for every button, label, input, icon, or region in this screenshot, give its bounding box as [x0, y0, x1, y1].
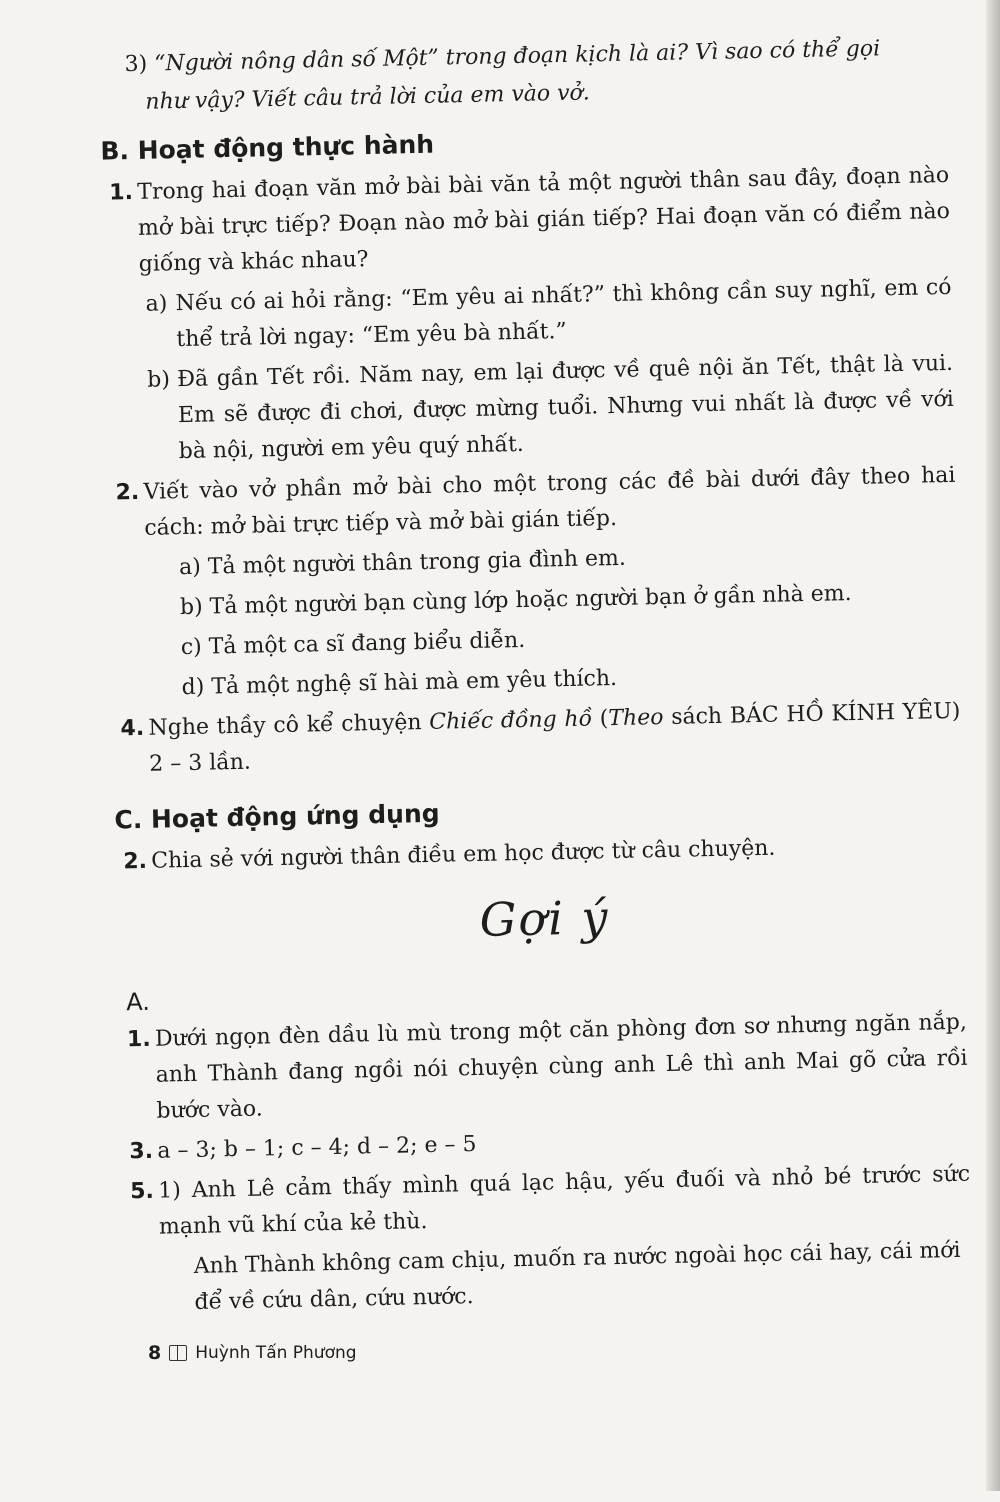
sub-text: Nếu có ai hỏi rằng: “Em yêu ai nhất?” thì không cần suy nghĩ, em có thể trả lời ngay: “Em yêu bà nhất.” [175, 274, 952, 353]
section-c-item-2 [123, 827, 964, 881]
theo-word: Theo [608, 705, 664, 732]
sub-text: Đã gần Tết rồi. Năm nay, em lại được về quê nội ăn Tết, thật là vui. Em sẽ được đi chơi, được mừng tuổi. Nhưng vui nhất là được về với bà nội, người em yêu quý nhất. [176, 350, 955, 465]
item-text: 1) Anh Lê cảm thấy mình quá lạc hậu, yếu đuối và nhỏ bé trước sức mạnh vũ khí của kẻ thù. [157, 1161, 971, 1240]
answer-5-continued: Anh Thành không cam chịu, muốn ra nước ngoài học cái hay, cái mới để về cứu dân, cứu nước. [193, 1237, 961, 1315]
sub-label: a) [145, 291, 168, 317]
section-b-item-2-d: d) Tả một nghệ sĩ hài mà em yêu thích. [181, 665, 618, 701]
item-4-post: sách BÁC HỒ KÍNH YÊU) 2 – 3 lần. [149, 698, 961, 777]
question-3 [124, 29, 947, 122]
item-4-pre: Nghe thầy cô kể chuyện [148, 709, 430, 741]
section-b-item-2-b: b) Tả một người bạn cùng lớp hoặc người bạn ở gần nhà em. [179, 581, 852, 621]
item-number: 4. [120, 715, 145, 742]
question-3-label: 3) [124, 51, 148, 78]
item-number: 2. [123, 848, 148, 875]
item-number: 5. [129, 1178, 155, 1205]
section-b-heading: B. Hoạt động thực hành [100, 129, 435, 166]
answer-5 [130, 1157, 971, 1247]
answers-label: A. [125, 987, 151, 1017]
page-number: 8 [148, 1342, 162, 1364]
sub-label: b) [146, 367, 171, 393]
item-number: 1. [109, 179, 134, 206]
story-title: Chiếc đồng hồ [429, 706, 593, 735]
item-number: 1. [126, 1026, 151, 1053]
section-b-item-1-b [147, 346, 955, 471]
section-b-item-2-a: a) Tả một người thân trong gia đình em. [178, 545, 627, 581]
section-b-item-1 [109, 158, 951, 284]
item-text: Chia sẻ với người thân điều em học được từ câu chuyện. [151, 835, 776, 874]
section-b-item-1-a [145, 270, 952, 359]
section-c-heading: C. Hoạt động ứng dụng [114, 798, 440, 835]
author-name: Huỳnh Tấn Phương [195, 1343, 357, 1363]
section-b-item-2 [115, 458, 956, 548]
item-text: Dưới ngọn đèn dầu lù mù trong một căn phòng đơn sơ nhưng ngăn nắp, anh Thành đang ngồi nói chuyện cùng anh Lê thì anh Mai gõ cửa rồi bước vào. [154, 1009, 968, 1124]
item-text: Trong hai đoạn văn mở bài bài văn tả một người thân sau đây, đoạn nào mở bài trực tiếp? Đoạn nào mở bài gián tiếp? Hai đoạn văn có điểm nào giống và khác nhau? [137, 162, 951, 277]
page-footer [148, 1342, 357, 1364]
item-number: 2. [115, 479, 140, 506]
book-icon [169, 1345, 187, 1361]
item-4-mid: ( [591, 706, 609, 732]
section-b-item-2-c: c) Tả một ca sĩ đang biểu diễn. [180, 627, 526, 661]
item-number: 3. [129, 1138, 154, 1165]
answer-1 [127, 1005, 969, 1131]
item-text: a – 3; b – 1; c – 4; d – 2; e – 5 [157, 1132, 477, 1164]
item-text [148, 694, 961, 783]
goi-y-title: Gợi ý [479, 890, 611, 947]
question-3-line2: như vậy? Viết câu trả lời của em vào vở. [145, 80, 591, 115]
section-b-item-4 [120, 694, 961, 784]
question-3-text-1: “Người nông dân số Một” trong đoạn kịch là ai? Vì sao có thể gọi [153, 36, 881, 77]
item-text: Viết vào vở phần mở bài cho một trong các đề bài dưới đây theo hai cách: mở bài trực tiếp và mở bài gián tiếp. [143, 462, 956, 541]
